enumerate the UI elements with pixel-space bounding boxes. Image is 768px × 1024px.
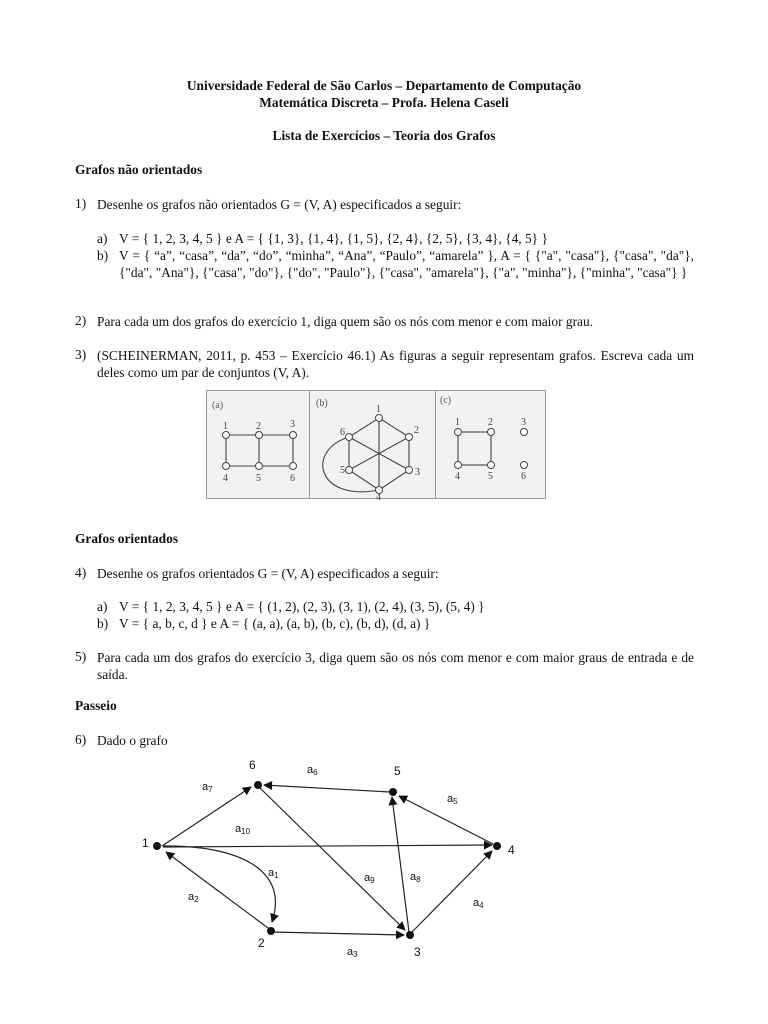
q4-text: Desenhe os grafos orientados G = (V, A) especificados a seguir:	[97, 566, 439, 581]
q5-text: Para cada um dos grafos do exercício 3, diga quem são os nós com menor e com maior graus de entrada e de saída.	[97, 650, 694, 682]
q4-b-text: V = { a, b, c, d } e A = { (a, a), (a, b), (b, c), (b, d), (d, a) }	[119, 616, 431, 631]
walk-node-label: 1	[142, 836, 149, 850]
graph-b-node-label: 2	[414, 425, 419, 436]
edge-a10	[163, 845, 492, 847]
graph-a-node-label: 4	[223, 473, 228, 484]
q5-number: 5)	[75, 649, 87, 664]
q6-text: Dado o grafo	[97, 733, 168, 748]
graph-c-node-label: 5	[488, 471, 493, 482]
graph-a-node-label: 1	[223, 421, 228, 432]
edge-label-a2: a2	[188, 891, 199, 904]
graph-a-node-label: 5	[256, 473, 261, 484]
walk-node-label: 6	[249, 758, 256, 772]
q1-a-label: a)	[97, 231, 108, 246]
q4-b-label: b)	[97, 616, 109, 631]
q4-a-label: a)	[97, 599, 108, 614]
section-undirected-title: Grafos não orientados	[75, 162, 203, 177]
section-directed-title: Grafos orientados	[75, 531, 179, 546]
section-walk-title: Passeio	[75, 698, 117, 713]
graph-c-node-label: 3	[521, 417, 526, 428]
graph-a-node-label: 3	[290, 419, 295, 430]
graph-b-node-label: 4	[376, 492, 381, 500]
edge-a8	[392, 797, 409, 932]
edge-a1	[163, 846, 275, 922]
university-header: Universidade Federal de São Carlos – Departamento de Computação	[186, 78, 582, 93]
walk-node	[254, 781, 262, 789]
edge-label-a6: a6	[307, 764, 318, 777]
edge-label-a1: a1	[268, 867, 279, 880]
q3-number: 3)	[75, 347, 87, 362]
q2-text: Para cada um dos grafos do exercício 1, diga quem são os nós com menor e com maior grau.	[97, 314, 594, 329]
graph-b-node-label: 5	[340, 465, 345, 476]
graph-c-node-label: 2	[488, 417, 493, 428]
walk-node-label: 5	[394, 764, 401, 778]
q4-number: 4)	[75, 565, 87, 580]
edge-label-a9: a9	[364, 872, 375, 885]
graph-c-node-label: 6	[521, 471, 526, 482]
graph-b-node-label: 3	[415, 467, 420, 478]
edge-label-a10: a10	[235, 823, 251, 836]
walk-node-label: 2	[258, 936, 265, 950]
q1-b-text: V = { “a”, “casa”, “da”, “do”, “minha”, “Ana”, “Paulo”, “amarela” }, A = { {"a", "casa"}, {"casa", "da"}, {"da", "Ana"}, {"casa", "do"}, {"do", "Paulo"}, {"casa", "amarela"}, {"a", "minha"}, {"minha", "casa"} }	[119, 248, 694, 280]
edge-label-a5: a5	[447, 793, 458, 806]
q2-number: 2)	[75, 313, 87, 328]
edge-a7	[162, 787, 251, 846]
walk-node	[267, 927, 275, 935]
edge-label-a7: a7	[202, 781, 213, 794]
panel-c-label: (c)	[440, 395, 452, 406]
edge-a5	[399, 796, 493, 844]
q1-b-label: b)	[97, 248, 109, 263]
graph-b-node-label: 1	[376, 404, 381, 415]
graph-b-node-label: 6	[340, 427, 345, 438]
walk-node	[389, 788, 397, 796]
document-title: Lista de Exercícios – Teoria dos Grafos	[272, 128, 496, 143]
edge-a2	[166, 852, 268, 928]
edge-label-a8: a8	[410, 871, 421, 884]
q1-a-text: V = { 1, 2, 3, 4, 5 } e A = { {1, 3}, {1, 4}, {1, 5}, {2, 4}, {2, 5}, {3, 4}, {4, 5} }	[119, 231, 548, 246]
panel-b-label: (b)	[316, 398, 328, 409]
walk-node	[406, 931, 414, 939]
walk-node-label: 4	[508, 843, 515, 857]
q6-number: 6)	[75, 732, 87, 747]
graph-a-node-label: 2	[256, 421, 261, 432]
graph-a-node-label: 6	[290, 473, 295, 484]
course-header: Matemática Discreta – Profa. Helena Caseli	[259, 95, 509, 110]
edge-label-a4: a4	[473, 897, 484, 910]
graph-c-node-label: 4	[455, 471, 460, 482]
graph-c-node-label: 1	[455, 417, 460, 428]
q1-text: Desenhe os grafos não orientados G = (V, A) especificados a seguir:	[97, 197, 462, 212]
walk-node	[153, 842, 161, 850]
q4-a-text: V = { 1, 2, 3, 4, 5 } e A = { (1, 2), (2, 3), (3, 1), (2, 4), (3, 5), (5, 4) }	[119, 599, 485, 614]
walk-node	[493, 842, 501, 850]
edge-a6	[264, 785, 390, 792]
q3-text: (SCHEINERMAN, 2011, p. 453 – Exercício 46.1) As figuras a seguir representam grafos. Escreva cada um deles como um par de conjuntos (V, A).	[97, 348, 694, 380]
edge-a9	[259, 787, 405, 930]
walk-node-label: 3	[414, 945, 421, 959]
edge-label-a3: a3	[347, 946, 358, 959]
panel-a-label: (a)	[212, 400, 224, 411]
q1-number: 1)	[75, 196, 87, 211]
edge-a4	[411, 851, 492, 933]
edge-a3	[271, 932, 404, 935]
